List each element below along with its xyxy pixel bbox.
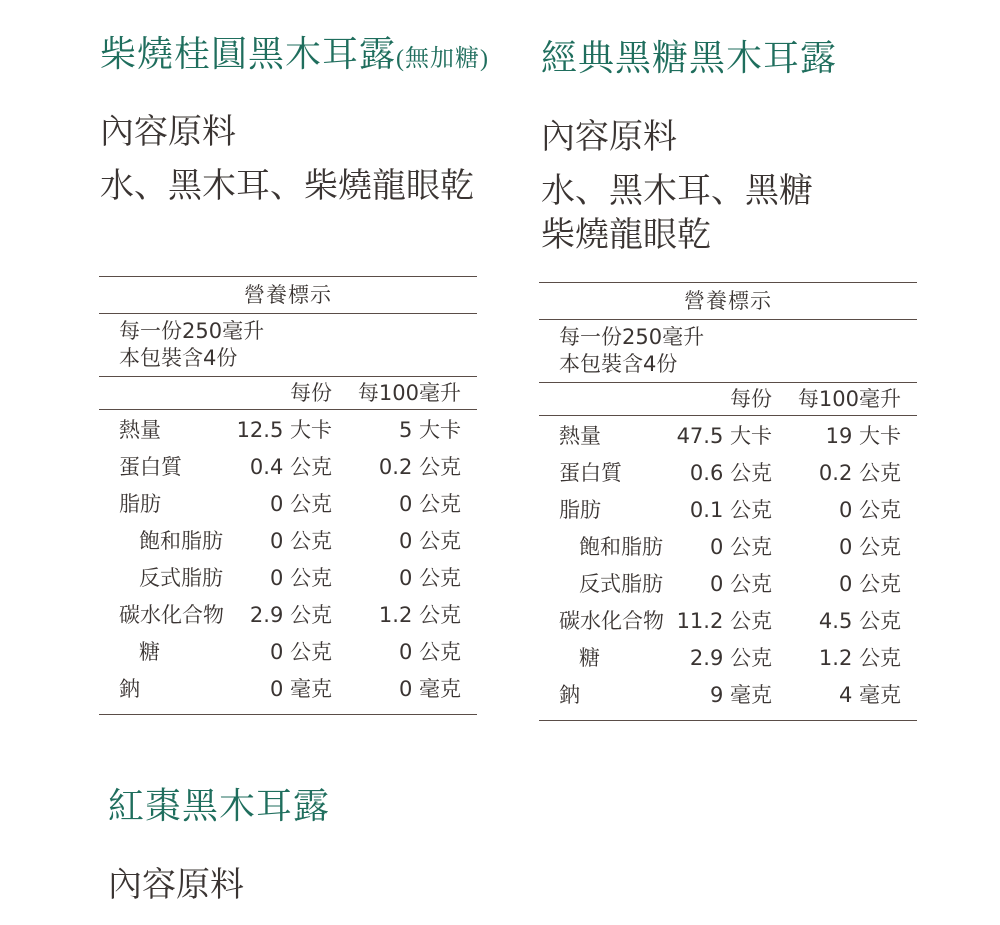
per-serving-value: 0.1 公克 [689,498,772,522]
nutrition-rows [99,410,477,714]
nutrition-heading: 營養標示 [99,277,477,314]
per-serving-value: 47.5 大卡 [676,424,772,448]
table-row [539,418,917,455]
per-serving-value: 9 毫克 [709,683,772,707]
per-serving-value: 2.9 公克 [249,603,332,627]
nutrition-heading: 營養標示 [539,283,917,320]
nutrient-name: 反式脂肪 [579,572,663,596]
nutrient-name: 糖 [139,640,160,664]
per-serving-value: 0.4 公克 [249,455,332,479]
product-2-title: 經典黑糖黑木耳露 [541,38,838,78]
table-row [99,523,477,560]
nutrient-name: 反式脂肪 [139,566,223,590]
per-100-value: 0 公克 [398,566,461,590]
nutrient-name: 碳水化合物 [119,603,224,627]
per-serving-value: 0 公克 [269,529,332,553]
table-row [539,640,917,677]
product-1-ingredients-line: 水、黑木耳、柴燒龍眼乾 [100,168,474,205]
column-headers [539,383,917,416]
per-serving-value: 11.2 公克 [676,609,772,633]
per-100-value: 0.2 公克 [818,461,901,485]
nutrient-name: 熱量 [119,418,161,442]
nutrient-name: 飽和脂肪 [139,529,223,553]
nutrient-name: 鈉 [559,683,580,707]
table-row [99,597,477,634]
table-row [99,486,477,523]
table-row [539,677,917,714]
table-row [539,566,917,603]
col-per-100: 每100毫升 [797,387,901,411]
product-1-nutrition-panel [99,276,477,715]
table-row [539,492,917,529]
per-serving-value: 0 公克 [709,572,772,596]
col-per-serving: 每份 [730,387,772,411]
per-serving-value: 0 毫克 [269,677,332,701]
table-row [99,449,477,486]
nutrient-name: 碳水化合物 [559,609,664,633]
per-serving-value: 0 公克 [269,566,332,590]
product-1-title-note: (無加糖) [396,46,489,72]
per-100-value: 0 毫克 [398,677,461,701]
nutrition-rows [539,416,917,720]
per-100-value: 1.2 公克 [818,646,901,670]
table-row [539,603,917,640]
servings-per-pack: 本包裝含4份 [119,346,238,370]
nutrient-name: 蛋白質 [119,455,182,479]
nutrient-name: 脂肪 [119,492,161,516]
nutrient-name: 蛋白質 [559,461,622,485]
column-headers [99,377,477,410]
per-100-value: 4 毫克 [838,683,901,707]
per-100-value: 0 公克 [398,492,461,516]
per-serving-value: 0 公克 [709,535,772,559]
per-serving-value: 12.5 大卡 [236,418,332,442]
table-row [99,412,477,449]
per-100-value: 0 公克 [398,529,461,553]
per-100-value: 5 大卡 [398,418,461,442]
col-per-100: 每100毫升 [357,381,461,405]
product-1-title [100,26,489,77]
nutrient-name: 脂肪 [559,498,601,522]
product-3-title: 紅棗黑木耳露 [108,786,331,826]
nutrient-name: 糖 [579,646,600,670]
product-1-ingredients-heading: 內容原料 [100,114,236,151]
col-per-serving: 每份 [290,381,332,405]
product-2-nutrition-panel [539,282,917,721]
serving-info [99,314,477,377]
product-1-title-text: 柴燒桂圓黑木耳露 [100,34,397,74]
per-serving-value: 0 公克 [269,640,332,664]
product-2-ingredients-line: 柴燒龍眼乾 [541,217,711,254]
table-row [539,529,917,566]
per-100-value: 4.5 公克 [818,609,901,633]
servings-per-pack: 本包裝含4份 [559,352,678,376]
nutrient-name: 飽和脂肪 [579,535,663,559]
serving-size: 每一份250毫升 [119,319,265,343]
nutrient-name: 鈉 [119,677,140,701]
per-100-value: 0 公克 [398,640,461,664]
product-2-ingredients [541,170,813,258]
serving-size: 每一份250毫升 [559,325,705,349]
table-row [99,560,477,597]
serving-info [539,320,917,383]
per-100-value: 0.2 公克 [378,455,461,479]
per-100-value: 19 大卡 [825,424,901,448]
product-1-ingredients [100,165,474,209]
product-2-ingredients-heading: 內容原料 [541,119,677,156]
per-serving-value: 0.6 公克 [689,461,772,485]
per-100-value: 0 公克 [838,535,901,559]
per-serving-value: 0 公克 [269,492,332,516]
table-row [99,671,477,708]
table-row [539,455,917,492]
per-serving-value: 2.9 公克 [689,646,772,670]
per-100-value: 1.2 公克 [378,603,461,627]
nutrient-name: 熱量 [559,424,601,448]
per-100-value: 0 公克 [838,572,901,596]
per-100-value: 0 公克 [838,498,901,522]
product-3-ingredients-heading: 內容原料 [108,867,244,904]
product-2-ingredients-line: 水、黑木耳、黑糖 [541,173,813,210]
table-row [99,634,477,671]
